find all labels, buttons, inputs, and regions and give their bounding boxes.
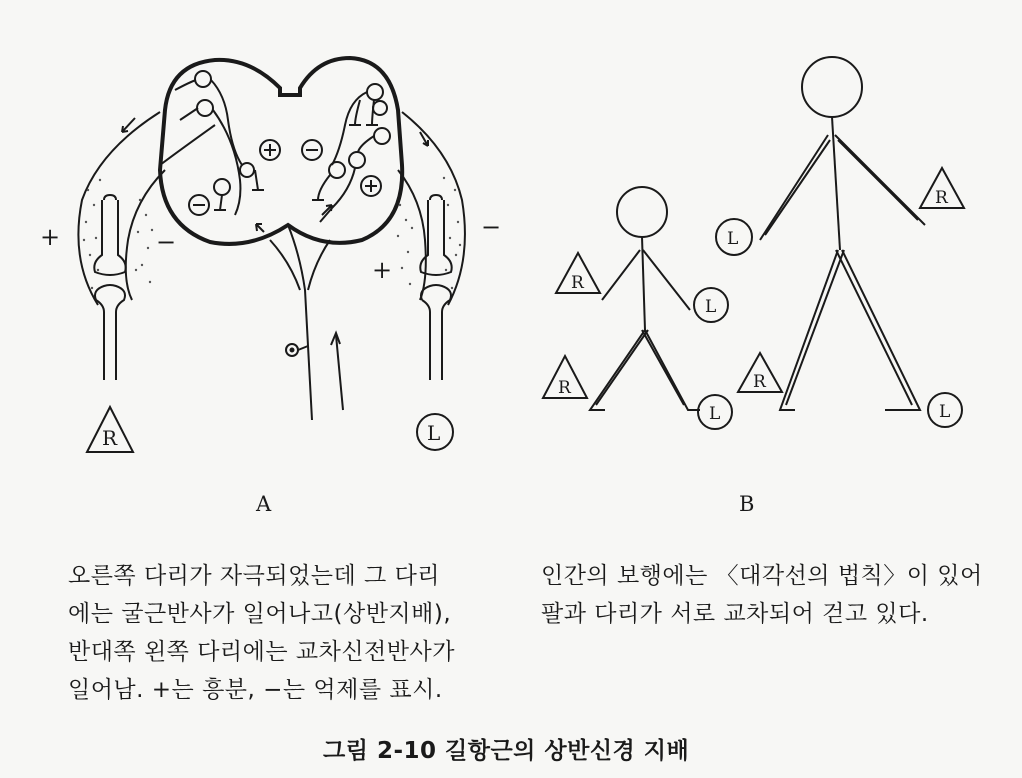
caption-left-line: 에는 굴근반사가 일어나고(상반지배), [68,601,452,627]
right-marker-label: R [102,426,118,450]
caption-right-line: 인간의 보행에는 〈대각선의 법칙〉이 있어 [541,563,983,589]
large-arm-r-label: R [935,188,948,208]
stimulus-arrow [336,335,343,410]
panel-a [78,58,465,452]
afferent-nerve [288,225,312,420]
small-arm-l-label: L [705,297,717,317]
caption-right-line: 팔과 다리가 서로 교차되어 걷고 있다. [541,601,929,627]
spinal-cord-section [160,58,402,244]
caption-left [68,557,455,709]
caption-left-line: 오른쪽 다리가 자극되었는데 그 다리 [68,563,441,589]
small-leg-l-label: L [709,404,721,424]
small-leg-r-label: R [558,378,571,398]
minus-sign-right: − [481,213,502,241]
large-walker [760,57,925,410]
neurons-left [160,71,264,215]
large-leg-r-label: R [753,372,766,392]
plus-sign-right: + [372,256,393,284]
caption-left-line: 반대쪽 왼쪽 다리에는 교차신전반사가 [68,639,455,665]
small-walker-head [617,187,667,237]
neurons-right [312,84,390,222]
caption-left-line: 일어남. +는 흥분, −는 억제를 표시. [68,677,443,703]
large-arm-l-label: L [727,229,739,249]
large-leg-l-label: L [939,402,951,422]
small-arm-r-label: R [571,273,584,293]
right-thigh-outline [78,112,165,305]
panel-a-label: A [256,492,272,516]
panel-b-label: B [739,492,755,516]
left-thigh-outline [398,112,465,305]
left-leg-bones [420,195,451,380]
right-leg-bones [94,195,125,380]
figure-title: 그림 2-10 길항근의 상반신경 지배 [323,738,690,764]
plus-sign-left: + [40,223,61,251]
minus-sign-left: − [156,228,177,256]
caption-right [541,557,983,633]
small-walker [590,187,700,410]
large-walker-head [802,57,862,117]
left-marker-label: L [427,421,441,445]
